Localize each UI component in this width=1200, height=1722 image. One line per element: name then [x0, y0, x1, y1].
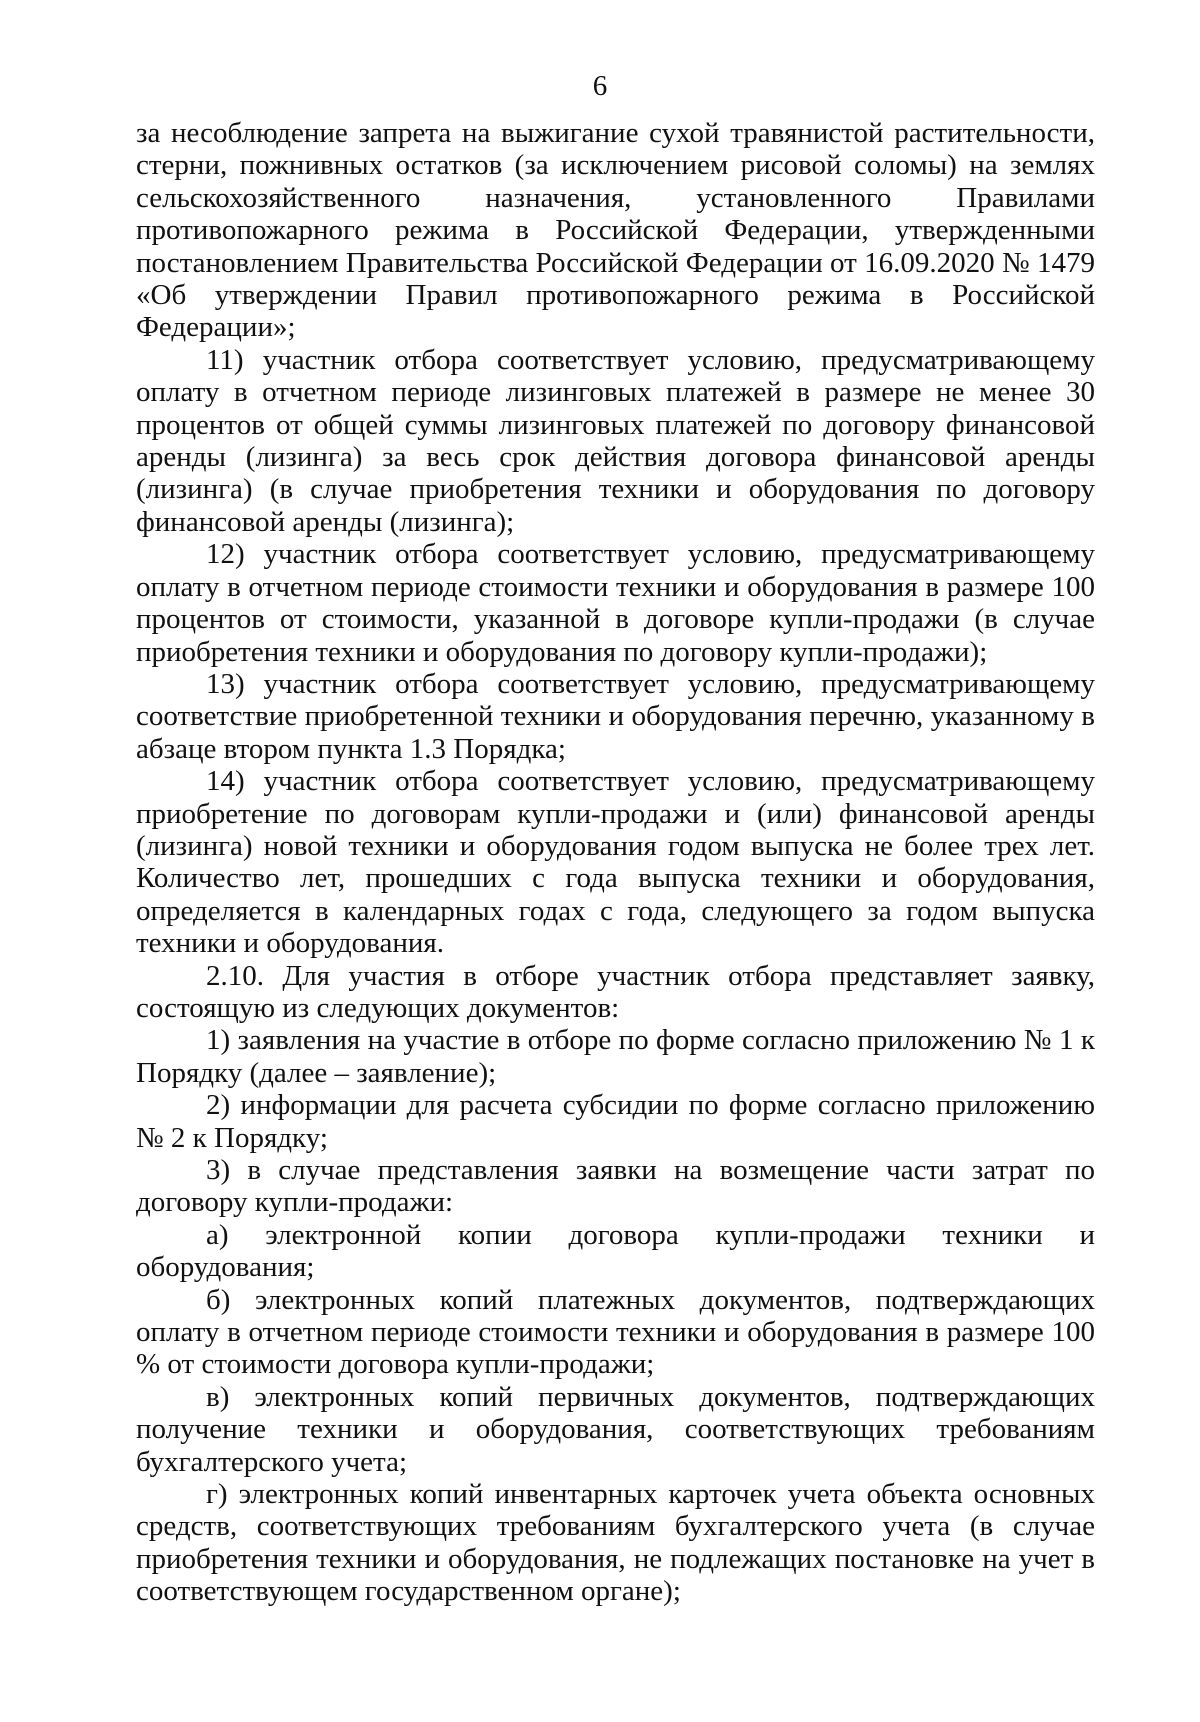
paragraph-continuation: за несоблюдение запрета на выжигание сухой травянистой растительности, стерни, пожнивных остатков (за исключением рисовой соломы) на землях сельскохозяйственного назначения, установленного Правилами противопожарного режима в Российской Федерации, утвержденными постановлением Правительства Российской Федерации от 16.09.2020 № 1479 «Об утверждении Правил противопожарного режима в Российской Федерации»;: [136, 117, 1095, 344]
paragraph-doc-item-3: 3) в случае представления заявки на возмещение части затрат по договору купли-продажи:: [136, 1154, 1095, 1219]
paragraph-subitem-a: а) электронной копии договора купли-продажи техники и оборудования;: [136, 1218, 1095, 1284]
paragraph-subitem-v: в) электронных копий первичных документов, подтверждающих получение техники и оборудования, соответствующих требованиям бухгалтерского учета;: [136, 1380, 1095, 1478]
paragraph-item-13: 13) участник отбора соответствует условию, предусматривающему соответствие приобретенной техники и оборудования перечню, указанному в абзаце втором пункта 1.3 Порядка;: [136, 667, 1095, 765]
page-number: 6: [592, 70, 608, 102]
paragraph-item-12: 12) участник отбора соответствует условию, предусматривающему оплату в отчетном периоде стоимости техники и оборудования в размере 100 процентов от стоимости, указанной в договоре купли-продажи (в случае приобретения техники и оборудования по договору купли-продажи);: [136, 538, 1095, 668]
paragraph-subitem-g: г) электронных копий инвентарных карточек учета объекта основных средств, соответствующих требованиям бухгалтерского учета (в случае приобретения техники и оборудования, не подлежащих постановке на учет в соответствующем государственном органе);: [136, 1478, 1095, 1608]
paragraph-section-2-10: 2.10. Для участия в отборе участник отбора представляет заявку, состоящую из следующих документов:: [136, 959, 1095, 1024]
paragraph-subitem-b: б) электронных копий платежных документов, подтверждающих оплату в отчетном периоде стоимости техники и оборудования в размере 100 % от стоимости договора купли-продажи;: [136, 1283, 1095, 1381]
paragraph-item-14: 14) участник отбора соответствует условию, предусматривающему приобретение по договорам купли-продажи и (или) финансовой аренды (лизинга) новой техники и оборудования годом выпуска не более трех лет. Количество лет, прошедших с года выпуска техники и оборудования, определяется в календарных годах с года, следующего за годом выпуска техники и оборудования.: [136, 765, 1095, 960]
document-body: [136, 117, 1095, 1608]
paragraph-doc-item-1: 1) заявления на участие в отборе по форме согласно приложению № 1 к Порядку (далее – заявление);: [136, 1024, 1095, 1089]
paragraph-doc-item-2: 2) информации для расчета субсидии по форме согласно приложению № 2 к Порядку;: [136, 1089, 1095, 1154]
paragraph-item-11: 11) участник отбора соответствует условию, предусматривающему оплату в отчетном периоде лизинговых платежей в размере не менее 30 процентов от общей суммы лизинговых платежей по договору финансовой аренды (лизинга) за весь срок действия договора финансовой аренды (лизинга) (в случае приобретения техники и оборудования по договору финансовой аренды (лизинга);: [136, 343, 1095, 538]
